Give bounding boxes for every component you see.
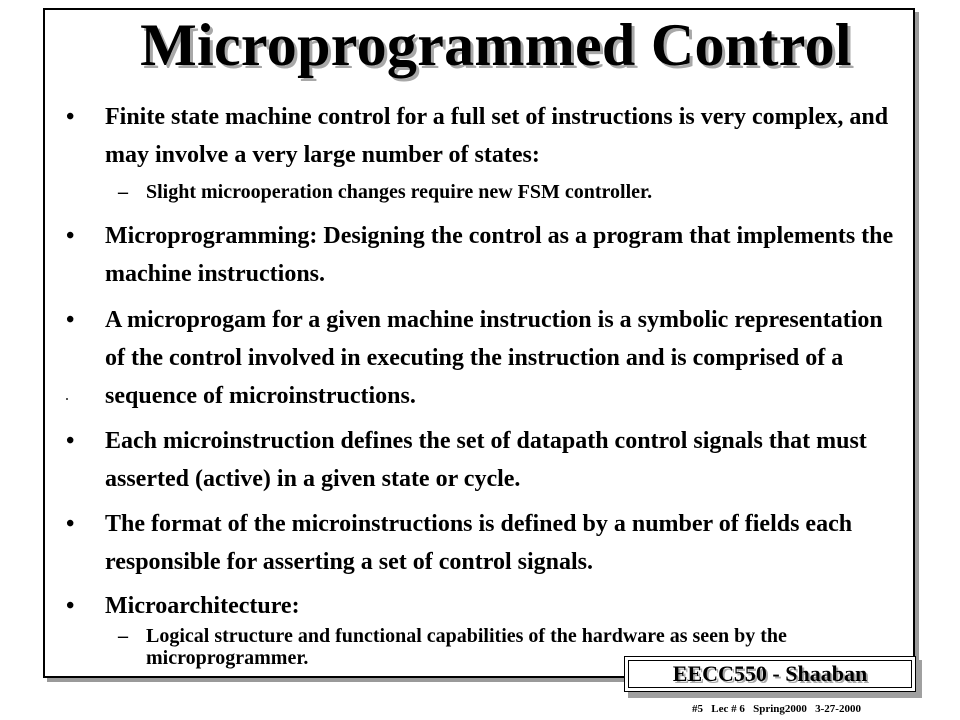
bullet-item bbox=[64, 301, 904, 415]
bullet-dot: • bbox=[66, 307, 75, 333]
sub-bullet-item bbox=[64, 181, 904, 203]
bullet-text: Microarchitecture: bbox=[105, 593, 300, 619]
slide-content bbox=[64, 98, 904, 669]
sub-bullet-dash: – bbox=[118, 625, 128, 647]
bullet-text: The format of the microinstructions is defined by a number of fields each responsible for asserting a set of control signals. bbox=[105, 511, 853, 575]
bullet-dot: • bbox=[66, 104, 75, 130]
bullet-dot: • bbox=[66, 223, 75, 249]
bullet-item bbox=[64, 217, 904, 293]
bullet-text: Microprogramming: Designing the control as a program that implements the machine instructions. bbox=[105, 223, 894, 287]
bullet-item bbox=[64, 422, 904, 498]
course-badge bbox=[624, 656, 916, 692]
sub-bullet-dash: – bbox=[118, 181, 128, 203]
bullet-text: Finite state machine control for a full set of instructions is very complex, and may involve a very large number of states: bbox=[105, 104, 889, 168]
bullet-item bbox=[64, 98, 904, 174]
stray-mark bbox=[66, 398, 68, 400]
bullet-dot: • bbox=[66, 428, 75, 454]
bullet-item bbox=[64, 587, 904, 625]
slide-footer: #5 Lec # 6 Spring2000 3-27-2000 bbox=[692, 703, 861, 715]
sub-bullet-text: Slight microoperation changes require new FSM controller. bbox=[146, 181, 653, 203]
sub-bullet-text: Logical structure and functional capabilities of the hardware as seen by the microprogrammer. bbox=[146, 625, 787, 669]
course-badge-label: EECC550 - Shaaban bbox=[628, 660, 912, 688]
bullet-text: A microprogam for a given machine instruction is a symbolic representation of the control involved in executing the instruction and is comprised of a sequence of microinstructions. bbox=[105, 307, 883, 409]
bullet-item bbox=[64, 505, 904, 581]
bullet-dot: • bbox=[66, 593, 75, 619]
bullet-dot: • bbox=[66, 511, 75, 537]
bullet-text: Each microinstruction defines the set of datapath control signals that must asserted (active) in a given state or cycle. bbox=[105, 428, 867, 492]
slide-title: Microprogrammed Control bbox=[140, 12, 852, 78]
